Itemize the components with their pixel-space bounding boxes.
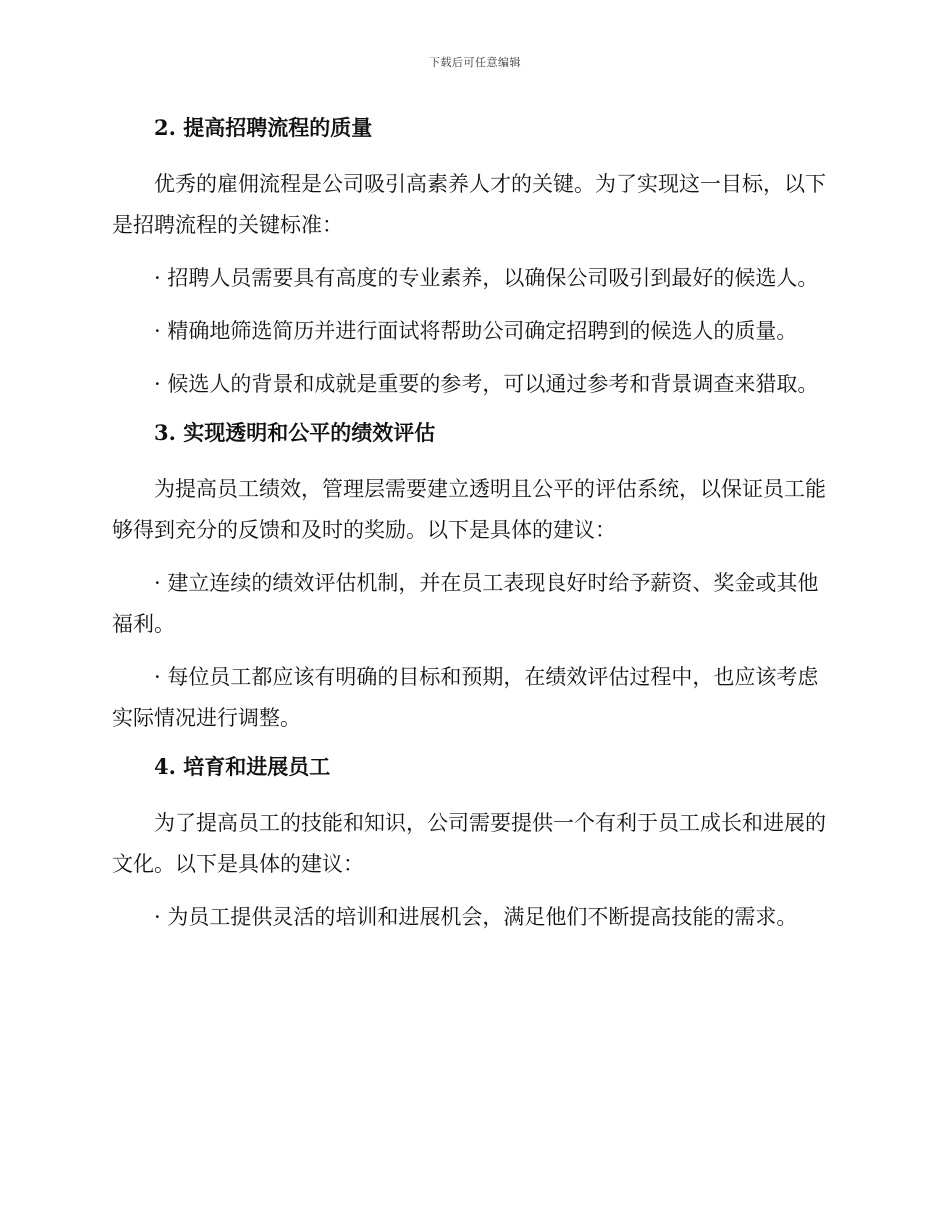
section-3-intro: 为提高员工绩效，管理层需要建立透明且公平的评估系统，以保证员工能够得到充分的反馈和及时的奖励。以下是具体的建议：	[112, 477, 826, 542]
document-body	[112, 112, 832, 950]
section-heading-2: 2. 提高招聘流程的质量	[154, 115, 373, 140]
header-note: 下载后可任意编辑	[429, 56, 521, 69]
section-2-bullet-2: · 精确地筛选简历并进行面试将帮助公司确定招聘到的候选人的质量。	[154, 319, 798, 343]
section-2-intro: 优秀的雇佣流程是公司吸引高素养人才的关键。为了实现这一目标，以下是招聘流程的关键标准：	[112, 172, 826, 237]
section-heading-4: 4. 培育和进展员工	[154, 754, 331, 779]
section-2-bullet-3: · 候选人的背景和成就是重要的参考，可以通过参考和背景调查来猎取。	[154, 372, 819, 396]
section-heading-3: 3. 实现透明和公平的绩效评估	[154, 420, 436, 445]
section-4-intro: 为了提高员工的技能和知识，公司需要提供一个有利于员工成长和进展的文化。以下是具体的建议：	[112, 811, 826, 876]
section-4-bullet-1: · 为员工提供灵活的培训和进展机会，满足他们不断提高技能的需求。	[154, 905, 798, 929]
section-2-bullet-1: · 招聘人员需要具有高度的专业素养，以确保公司吸引到最好的候选人。	[154, 266, 819, 290]
section-3-bullet-2: · 每位员工都应该有明确的目标和预期，在绩效评估过程中，也应该考虑实际情况进行调整。	[112, 665, 819, 730]
section-3-bullet-1: · 建立连续的绩效评估机制，并在员工表现良好时给予薪资、奖金或其他福利。	[112, 571, 819, 636]
